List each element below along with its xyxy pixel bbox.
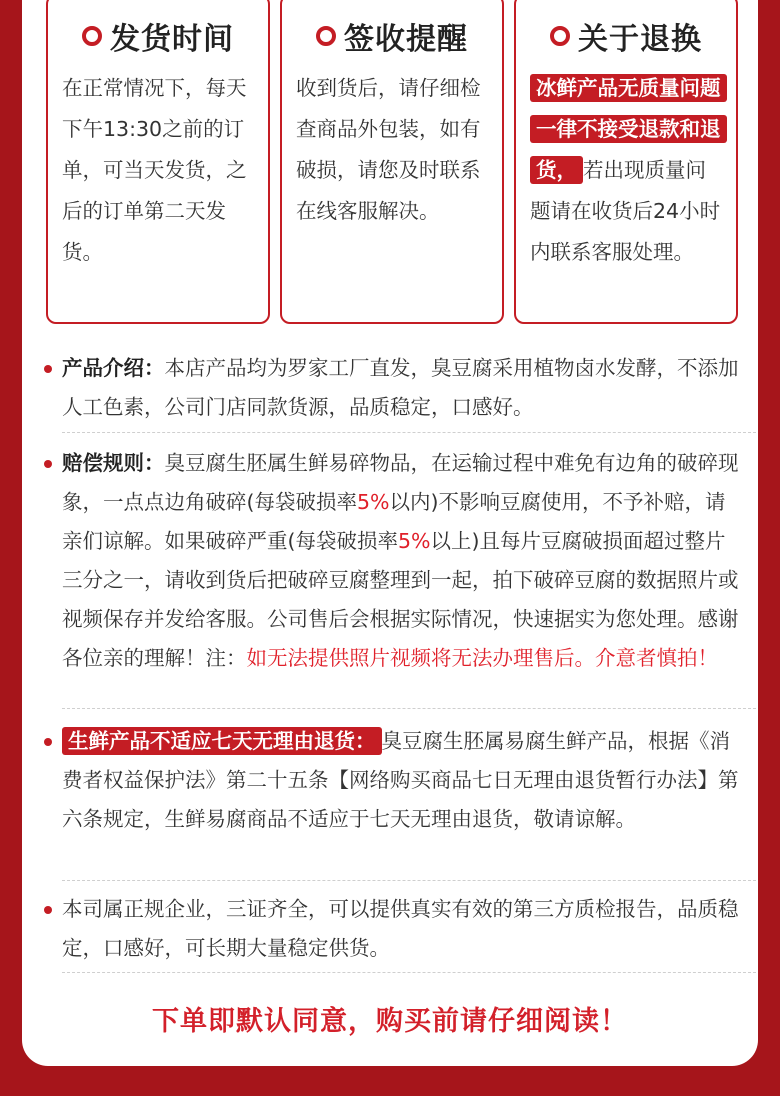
section-label: 生鲜产品不适应七天无理由退货：	[62, 727, 382, 755]
info-cards	[46, 0, 738, 327]
red-dot-bullet-icon	[44, 365, 52, 373]
card-body: 收到货后，请仔细检查商品外包装，如有破损，请您及时联系在线客服解决。	[296, 76, 481, 223]
dashed-divider	[62, 880, 756, 881]
card-returns	[514, 0, 738, 324]
section-label: 赔偿规则：	[62, 451, 165, 475]
notice-sheet	[22, 0, 758, 1066]
footer-notice: 下单即默认同意，购买前请仔细阅读！	[152, 1006, 628, 1037]
red-dot-bullet-icon	[44, 906, 52, 914]
circle-bullet-icon	[550, 26, 570, 46]
section-company-info	[62, 890, 742, 968]
section-fresh-no-return	[62, 722, 742, 839]
section-text: 以上)且每片豆腐破损面超过整片三分之一，请收到货后把破碎豆腐整理到一起，拍下破碎豆腐的数据照片或视频保存并发给客服。公司售后会根据实际情况，快速据实为您处理。感谢各位亲的理解！注：	[62, 529, 739, 670]
section-text: 本店产品均为罗家工厂直发，臭豆腐采用植物卤水发酵，不添加人工色素，公司门店同款货源，品质稳定，口感好。	[62, 356, 739, 419]
no-refund-highlight: 冰鲜产品无质量问题一律不接受退款和退货，	[530, 74, 727, 184]
damage-rate-value: 5%	[357, 490, 390, 514]
card-receipt-reminder	[280, 0, 504, 324]
card-title: 签收提醒	[344, 22, 468, 57]
dashed-divider	[62, 972, 756, 973]
section-text: 臭豆腐生胚属生鲜易碎物品，在运输过程中难免有边角的破碎现象，一点点边角破碎(每袋破损率	[62, 451, 739, 514]
section-text: 以内)不影响豆腐使用，不予补赔，请亲们谅解。如果破碎严重(每袋破损率	[62, 490, 726, 553]
damage-rate-value: 5%	[398, 529, 431, 553]
circle-bullet-icon	[82, 26, 102, 46]
card-body: 在正常情况下，每天下午13:30之前的订单，可当天发货，之后的订单第二天发货。	[62, 76, 247, 264]
section-text: 本司属正规企业，三证齐全，可以提供真实有效的第三方质检报告，品质稳定，口感好，可长期大量稳定供货。	[62, 897, 739, 960]
dashed-divider	[62, 432, 756, 433]
section-product-intro	[62, 349, 742, 427]
card-title: 发货时间	[110, 22, 234, 57]
card-title: 关于退换	[578, 22, 702, 57]
warning-text: 如无法提供照片视频将无法办理售后。介意者慎拍！	[246, 646, 718, 670]
section-label: 产品介绍：	[62, 356, 165, 380]
card-body-text: 若出现质量问题请在收货后24小时内联系客服处理。	[530, 158, 721, 264]
dashed-divider	[62, 708, 756, 709]
red-dot-bullet-icon	[44, 738, 52, 746]
section-text: 臭豆腐生胚属易腐生鲜产品，根据《消费者权益保护法》第二十五条【网络购买商品七日无理由退货暂行办法】第六条规定，生鲜易腐商品不适应于七天无理由退货，敬请谅解。	[62, 729, 739, 831]
red-dot-bullet-icon	[44, 460, 52, 468]
section-compensation-rules	[62, 444, 742, 678]
circle-bullet-icon	[316, 26, 336, 46]
card-shipping-time	[46, 0, 270, 324]
